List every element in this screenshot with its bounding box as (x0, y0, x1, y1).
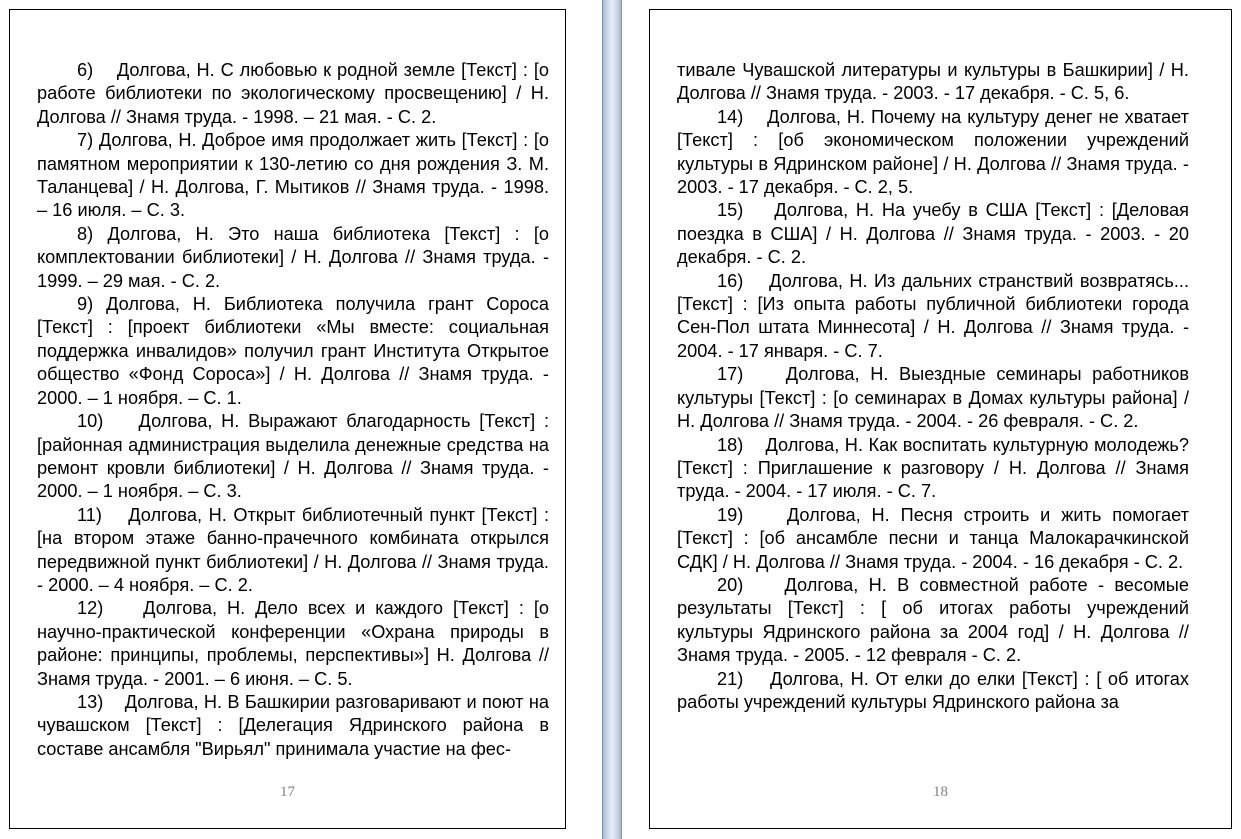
document-page-right (649, 9, 1232, 829)
bibliography-entry: 10) Долгова, Н. Выражают благодарность [Текст] : [районная администрация выделила денежные средства на ремонт кровли библиотеки] / Н. Долгова // Знамя труда. - 2000. – 1 ноября. – С. 3. (37, 411, 549, 502)
page-number: 17 (280, 784, 295, 800)
bibliography-entry: 12) Долгова, Н. Дело всех и каждого [Текст] : [о научно-практической конференции «Охрана природы в районе: принципы, проблемы, перспективы»] Н. Долгова // Знамя труда. - 2001. – 6 июня. – С. 5. (37, 598, 549, 689)
bibliography-entry: 7) Долгова, Н. Доброе имя продолжает жить [Текст] : [о памятном мероприятии к 130-летию со дня рождения З. М. Таланцева] / Н. Долгова, Г. Мытиков // Знамя труда. - 1998. – 16 июля. – С. 3. (37, 130, 549, 221)
bibliography-entry: 15) Долгова, Н. На учебу в США [Текст] : [Деловая поездка в США] / Н. Долгова // Знамя труда. - 2003. - 20 декабря. - С. 2. (677, 200, 1189, 268)
bibliography-entry: 20) Долгова, Н. В совместной работе - весомые результаты [Текст] : [ об итогах работы учреждений культуры Ядринского района за 2004 год] / Н. Долгова // Знамя труда. - 2005. - 12 февраля - С. 2. (677, 574, 1189, 666)
bibliography-entry: 9) Долгова, Н. Библиотека получила грант Сороса [Текст] : [проект библиотеки «Мы вместе: социальная поддержка инвалидов» получил грант Института Открытое общество «Фонд Сороса»] / Н. Долгова // Знамя труда. - 2000. – 1 ноября. – С. 1. (37, 294, 549, 408)
bibliography-entry: 18) Долгова, Н. Как воспитать культурную молодежь? [Текст] : Приглашение к разговору / Н. Долгова // Знамя труда. - 2004. - 17 июля. - С. 7. (677, 434, 1189, 502)
bibliography-entry: 6) Долгова, Н. С любовью к родной земле [Текст] : [о работе библиотеки по экологическому просвещению] / Н. Долгова // Знамя труда. - 1998. – 21 мая. - С. 2. (37, 60, 549, 127)
bibliography-entry: 14) Долгова, Н. Почему на культуру денег не хватает [Текст] : [об экономическом положении учреждений культуры в Ядринском районе] / Н. Долгова // Знамя труда. - 2003. - 17 декабря. - С. 2, 5. (677, 106, 1189, 198)
bibliography-entry: 17) Долгова, Н. Выездные семинары работников культуры [Текст] : [о семинарах в Домах культуры района] / Н. Долгова // Знамя труда. - 2004. - 26 февраля. - С. 2. (677, 364, 1189, 432)
bibliography-entry-continuation: тивале Чувашской литературы и культуры в Башкирии] / Н. Долгова // Знамя труда. - 2003. - 17 декабря. - С. 5, 6. (677, 60, 1189, 104)
bibliography-entry: 19) Долгова, Н. Песня строить и жить помогает [Текст] : [об ансамбле песни и танца Малокарачкинской СДК] / Н. Долгова // Знамя труда. - 2004. - 16 декабря - С. 2. (677, 504, 1189, 572)
document-page-left (9, 9, 566, 829)
page-number: 18 (933, 784, 948, 800)
bibliography-entry: 8) Долгова, Н. Это наша библиотека [Текст] : [о комплектовании библиотеки] / Н. Долгова // Знамя труда. - 1999. – 29 мая. - С. 2. (37, 223, 549, 291)
bibliography-entry: 16) Долгова, Н. Из дальних странствий возвратясь... [Текст] : [Из опыта работы публичной библиотеки города Сен-Пол штата Миннесота] / Н. Долгова // Знамя труда. - 2004. - 17 января. - С. 7. (677, 270, 1189, 361)
page-body (37, 59, 549, 761)
bibliography-entry: 11) Долгова, Н. Открыт библиотечный пункт [Текст] : [на втором этаже банно-прачечного комбината открылся передвижной пункт библиотеки] / Н. Долгова // Знамя труда. - 2000. – 4 ноября. – С. 2. (37, 504, 549, 595)
bibliography-entry: 13) Долгова, Н. В Башкирии разговаривают и поют на чувашском [Текст] : [Делегация Ядринского района в составе ансамбля "Вирьял" принимала участие на фес- (37, 691, 549, 759)
page-body (677, 59, 1189, 714)
bibliography-entry: 21) Долгова, Н. От елки до елки [Текст] : [ об итогах работы учреждений культуры Ядринского района за (677, 668, 1189, 712)
page-divider (602, 0, 622, 839)
